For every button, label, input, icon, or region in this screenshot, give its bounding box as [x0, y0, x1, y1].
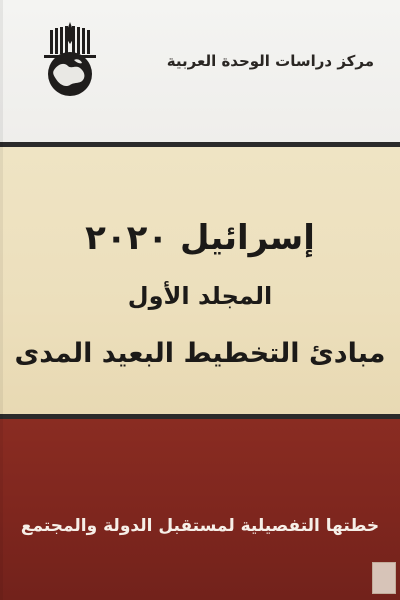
spine-edge — [0, 0, 3, 600]
cover-middle-band — [0, 147, 400, 414]
publisher-name: مركز دراسات الوحدة العربية — [166, 52, 374, 70]
cover-bottom-band — [0, 419, 400, 600]
book-title: إسرائيل ٢٠٢٠ — [85, 218, 315, 258]
book-subtitle: مبادئ التخطيط البعيد المدى — [14, 338, 386, 369]
publisher-emblem-icon — [34, 22, 106, 100]
book-tagline: خطتها التفصيلية لمستقبل الدولة والمجتمع — [20, 516, 380, 536]
volume-label: المجلد الأول — [127, 282, 273, 310]
price-sticker — [372, 562, 396, 594]
